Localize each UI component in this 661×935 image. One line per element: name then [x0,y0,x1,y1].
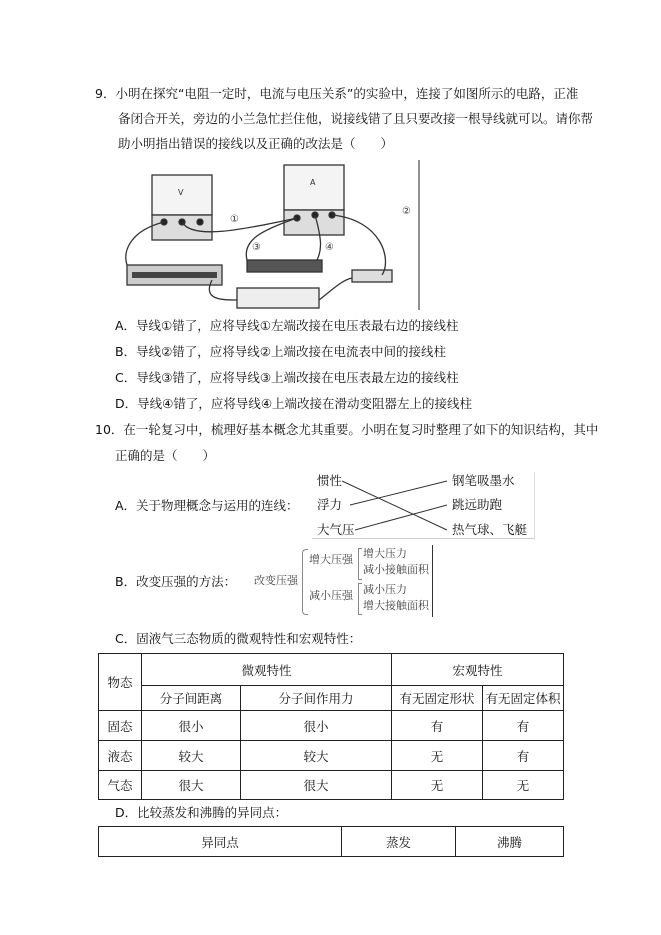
cell: 较大 [241,741,392,771]
concept-left: 惯性 [317,473,343,488]
concept-left: 大气压 [317,522,355,537]
concept-right: 跳远助跑 [452,497,503,512]
evaporation-boiling-table [98,826,564,857]
cell: 较大 [142,741,241,771]
concept-matching-figure [312,472,535,539]
cell: 无 [392,741,483,771]
q10-option-a[interactable]: A．关于物理概念与运用的连线： [115,498,299,513]
th-sub: 分子间距离 [142,686,241,711]
q9-line-3: 助小明指出错误的接线以及正确的改法是（ ） [118,136,394,151]
cell: 气态 [99,771,142,800]
wire2-label: ② [402,206,411,217]
brace [358,548,362,580]
wire1-label: ① [230,214,239,225]
q10-option-d[interactable]: D．比较蒸发和沸腾的异同点： [115,805,288,820]
concept-left: 浮力 [317,497,343,512]
table-row [99,741,564,771]
cell: 很大 [142,771,241,800]
q9-line-1: 9．小明在探究“电阻一定时，电流与电压关系”的实验中，连接了如图所示的电路，正准 [95,86,579,101]
tree-leaf: 减小接触面积 [363,563,429,576]
th-sub: 有无固定形状 [392,686,483,711]
th-macro: 宏观特性 [392,654,564,686]
concept-right: 热气球、飞艇 [452,522,528,537]
cell: 无 [483,771,564,800]
resistor-icon [247,260,322,272]
cell: 有 [392,711,483,741]
q10-option-b[interactable]: B．改变压强的方法： [115,574,237,589]
cell: 固态 [99,711,142,741]
q9-option-d[interactable]: D．导线④错了，应将导线④上端改接在滑动变阻器左上的接线柱 [115,396,473,411]
table-row [99,771,564,800]
tree-root: 改变压强 [254,574,298,587]
tree-branch: 减小压强 [309,589,353,602]
switch-icon [352,270,392,282]
th: 沸腾 [456,827,564,857]
concept-right: 钢笔吸墨水 [452,473,515,488]
cell: 有 [483,741,564,771]
brace [302,549,308,615]
ammeter-label: A [310,178,316,187]
q10-line-2: 正确的是（ ） [115,448,216,463]
tree-leaf: 增大接触面积 [363,599,429,612]
cell: 很小 [142,711,241,741]
q9-line-2: 备闭合开关，旁边的小兰急忙拦住他，说接线错了且只要改接一根导线就可以。请你帮 [118,111,594,126]
q10-line-1: 10．在一轮复习中，梳理好基本概念尤其重要。小明在复习时整理了如下的知识结构，其中 [95,422,599,437]
table-row [99,711,564,741]
th: 异同点 [99,827,342,857]
cell: 有 [483,711,564,741]
th-micro: 微观特性 [142,654,392,686]
q9-option-b[interactable]: B．导线②错了，应将导线②上端改接在电流表中间的接线柱 [115,344,446,359]
ammeter-icon [284,165,344,210]
brace [358,583,362,615]
th: 蒸发 [342,827,456,857]
wire4-label: ④ [325,242,334,253]
tree-branch: 增大压强 [309,553,353,566]
voltmeter-label: V [178,188,184,197]
cell: 无 [392,771,483,800]
q10-option-c[interactable]: C．固液气三态物质的微观特性和宏观特性： [115,631,362,646]
circuit-diagram [112,160,422,312]
battery-icon [237,288,319,308]
th-state: 物态 [99,654,142,711]
th-sub: 有无固定体积 [483,686,564,711]
q9-option-a[interactable]: A．导线①错了，应将导线①左端改接在电压表最右边的接线柱 [115,318,459,333]
pressure-tree-figure [252,545,433,617]
cell: 液态 [99,741,142,771]
states-table [98,653,564,800]
tree-leaf: 减小压力 [363,583,407,596]
wire3-label: ③ [252,242,261,253]
q9-option-c[interactable]: C．导线③错了，应将导线③上端改接在电压表最左边的接线柱 [115,370,459,385]
cell: 很大 [241,771,392,800]
cell: 很小 [241,711,392,741]
th-sub: 分子间作用力 [241,686,392,711]
tree-leaf: 增大压力 [363,547,407,560]
